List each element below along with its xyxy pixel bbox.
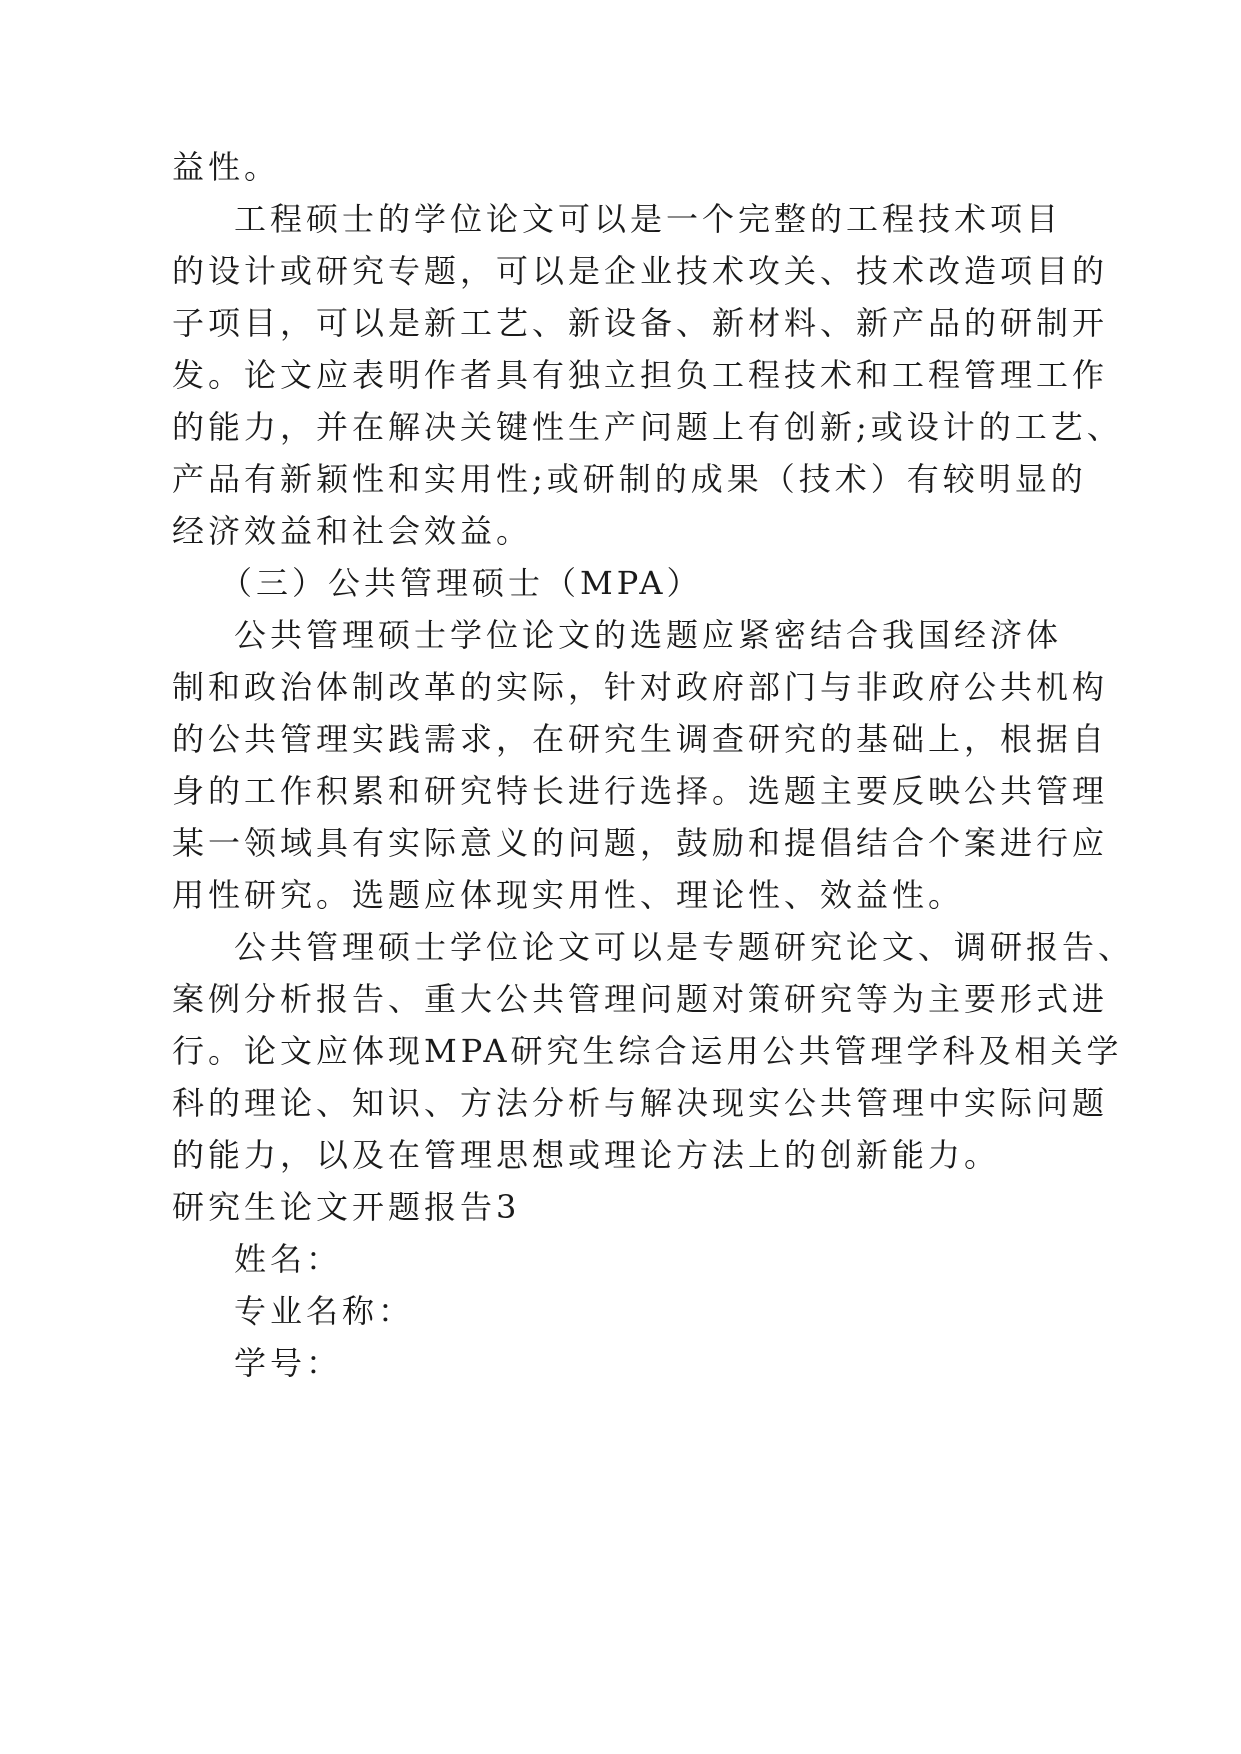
paragraph-line-1: 益性。 (172, 148, 281, 186)
paragraph-line-5: 发。论文应表明作者具有独立担负工程技术和工程管理工作 (172, 356, 1109, 394)
paragraph-line-10: 公共管理硕士学位论文的选题应紧密结合我国经济体 (234, 616, 1063, 654)
field-label-student-id: 学号： (234, 1344, 343, 1382)
paragraph-line-19: 科的理论、知识、方法分析与解决现实公共管理中实际问题 (172, 1084, 1109, 1122)
paragraph-line-2: 工程硕士的学位论文可以是一个完整的工程技术项目 (234, 200, 1063, 238)
paragraph-line-18: 行。论文应体现MPA研究生综合运用公共管理学科及相关学 (172, 1032, 1123, 1070)
field-label-name: 姓名： (234, 1240, 343, 1278)
paragraph-line-16: 公共管理硕士学位论文可以是专题研究论文、调研报告、 (234, 928, 1135, 966)
paragraph-line-15: 用性研究。选题应体现实用性、理论性、效益性。 (172, 876, 965, 914)
paragraph-line-3: 的设计或研究专题，可以是企业技术攻关、技术改造项目的 (172, 252, 1109, 290)
report-title: 研究生论文开题报告3 (172, 1188, 521, 1226)
paragraph-line-13: 身的工作积累和研究特长进行选择。选题主要反映公共管理 (172, 772, 1109, 810)
paragraph-line-6: 的能力，并在解决关键性生产问题上有创新;或设计的工艺、 (172, 408, 1123, 446)
paragraph-line-12: 的公共管理实践需求，在研究生调查研究的基础上，根据自 (172, 720, 1109, 758)
paragraph-line-4: 子项目，可以是新工艺、新设备、新材料、新产品的研制开 (172, 304, 1109, 342)
paragraph-line-11: 制和政治体制改革的实际，针对政府部门与非政府公共机构 (172, 668, 1109, 706)
paragraph-line-20: 的能力，以及在管理思想或理论方法上的创新能力。 (172, 1136, 1001, 1174)
paragraph-line-17: 案例分析报告、重大公共管理问题对策研究等为主要形式进 (172, 980, 1109, 1018)
section-heading-mpa: （三）公共管理硕士（MPA） (220, 564, 703, 602)
paragraph-line-8: 经济效益和社会效益。 (172, 512, 533, 550)
field-label-major: 专业名称： (234, 1292, 415, 1330)
paragraph-line-14: 某一领域具有实际意义的问题，鼓励和提倡结合个案进行应 (172, 824, 1109, 862)
paragraph-line-7: 产品有新颖性和实用性;或研制的成果（技术）有较明显的 (172, 460, 1087, 498)
